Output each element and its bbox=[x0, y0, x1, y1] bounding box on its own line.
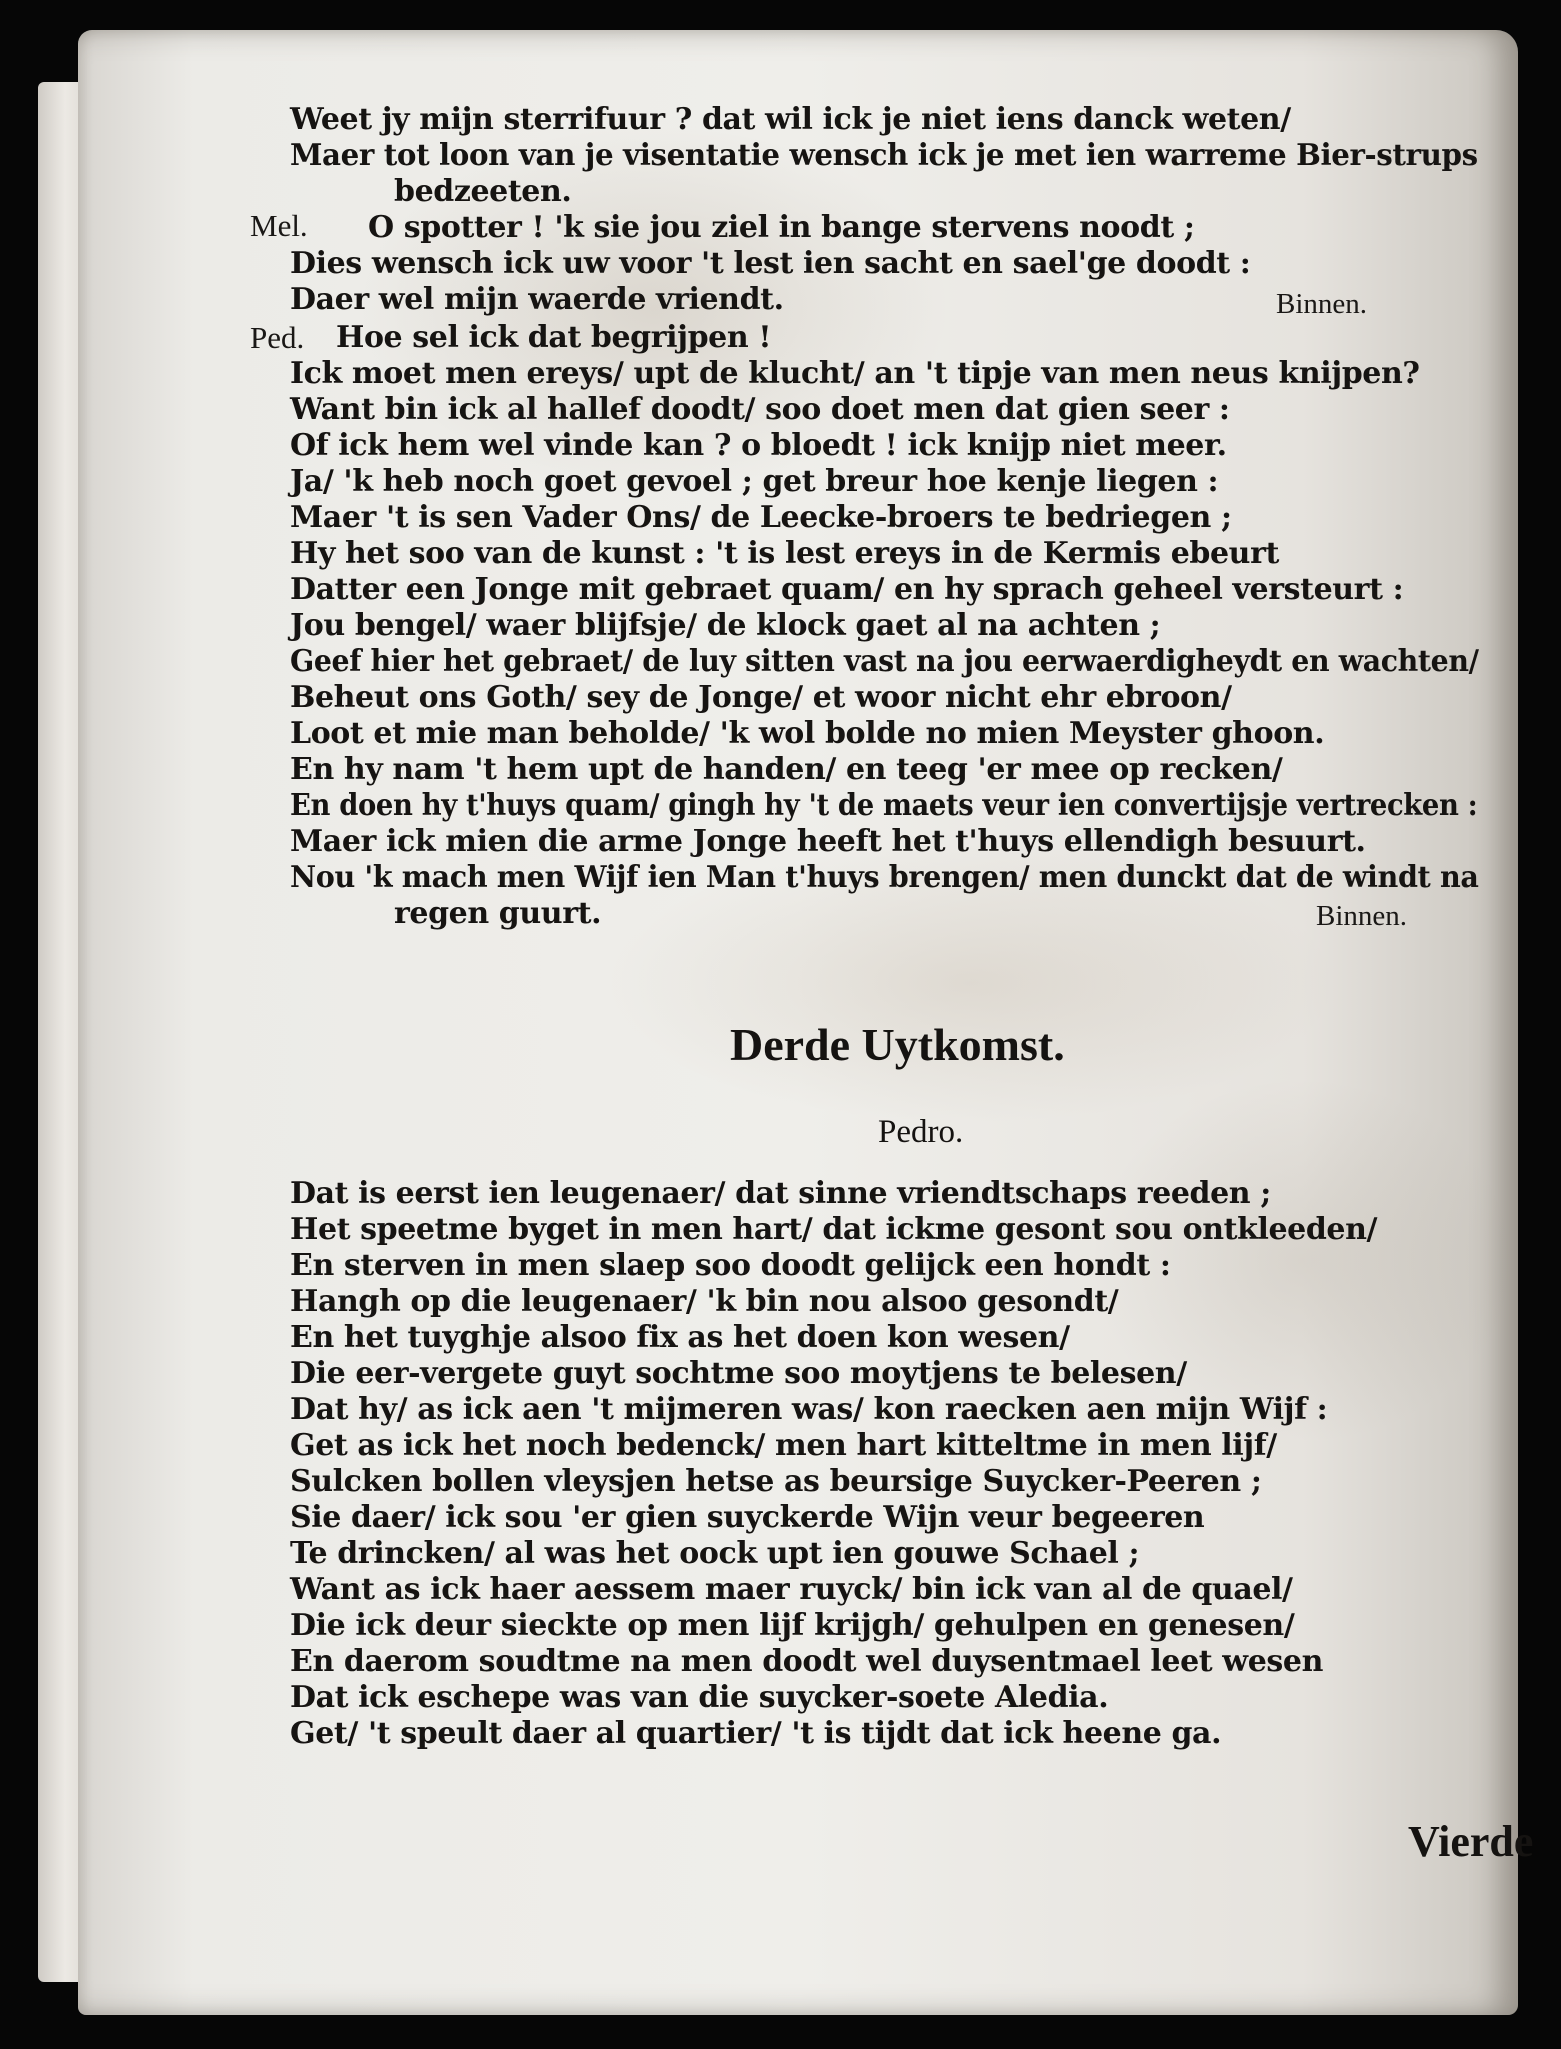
verse-line: Dat is eerst ien leugenaer/ dat sinne vriendtschaps reeden ; bbox=[290, 1176, 1271, 1211]
verse-line: Datter een Jonge mit gebraet quam/ en hy sprach geheel versteurt : bbox=[290, 572, 1404, 607]
speaker-mel: Mel. bbox=[250, 208, 308, 243]
verse-line: Dies wensch ick uw voor 't lest ien sacht en sael'ge doodt : bbox=[290, 246, 1251, 281]
verse-line: Die eer-vergete guyt sochtme soo moytjens te belesen/ bbox=[290, 1356, 1187, 1391]
verse-line: En het tuyghje alsoo fix as het doen kon wesen/ bbox=[290, 1320, 1070, 1355]
verse-line: Sulcken bollen vleysjen hetse as beursige Suycker-Peeren ; bbox=[290, 1464, 1262, 1499]
verse-line: Get as ick het noch bedenck/ men hart kitteltme in men lijf/ bbox=[290, 1428, 1277, 1463]
verse-line: Weet jy mijn sterrifuur ? dat wil ick je niet iens danck weten/ bbox=[290, 102, 1291, 137]
verse-line: Maer 't is sen Vader Ons/ de Leecke-broers te bedriegen ; bbox=[290, 500, 1232, 535]
verse-line: Geef hier het gebraet/ de luy sitten vast na jou eerwaerdigheydt en wachten/ bbox=[290, 644, 1479, 679]
verse-line: Dat ick eschepe was van die suycker-soete Aledia. bbox=[290, 1680, 1109, 1715]
verse-line: Dat hy/ as ick aen 't mijmeren was/ kon raecken aen mijn Wijf : bbox=[290, 1392, 1328, 1427]
verse-line: Hy het soo van de kunst : 't is lest ereys in de Kermis ebeurt bbox=[290, 536, 1279, 571]
catchword: Vierde bbox=[1408, 1817, 1534, 1866]
verse-line: Hangh op die leugenaer/ 'k bin nou alsoo gesondt/ bbox=[290, 1284, 1119, 1319]
verse-line: Want bin ick al hallef doodt/ soo doet men dat gien seer : bbox=[290, 392, 1230, 427]
verse-line: Nou 'k mach men Wijf ien Man t'huys brengen/ men dunckt dat de windt na bbox=[290, 860, 1479, 895]
section-speaker: Pedro. bbox=[878, 1114, 964, 1150]
verse-line: En daerom soudtme na men doodt wel duysentmael leet wesen bbox=[290, 1644, 1324, 1679]
verse-line: Daer wel mijn waerde vriendt. bbox=[290, 282, 784, 317]
verse-line: Beheut ons Goth/ sey de Jonge/ et woor nicht ehr ebroon/ bbox=[290, 680, 1232, 715]
verse-line: Ja/ 'k heb noch goet gevoel ; get breur hoe kenje liegen : bbox=[290, 464, 1219, 499]
verse-line: bedzeeten. bbox=[394, 174, 572, 209]
verse-line: regen guurt. bbox=[394, 896, 602, 931]
speaker-ped: Ped. bbox=[250, 320, 305, 355]
verse-line: Sie daer/ ick sou 'er gien suyckerde Wijn veur begeeren bbox=[290, 1500, 1205, 1535]
verse-line: Maer tot loon van je visentatie wensch ick je met ien warreme Bier-strups bbox=[290, 138, 1478, 173]
verse-line: Get/ 't speult daer al quartier/ 't is tijdt dat ick heene ga. bbox=[290, 1716, 1222, 1751]
verse-line: Hoe sel ick dat begrijpen ! bbox=[336, 320, 772, 355]
verse-line: En doen hy t'huys quam/ gingh hy 't de maets veur ien convertijsje vertrecken : bbox=[290, 788, 1478, 823]
verse-line: Want as ick haer aessem maer ruyck/ bin ick van al de quael/ bbox=[290, 1572, 1293, 1607]
verse-line: En sterven in men slaep soo doodt gelijck een hondt : bbox=[290, 1248, 1171, 1283]
book-page bbox=[78, 30, 1534, 2015]
verse-line: Loot et mie man beholde/ 'k wol bolde no mien Meyster ghoon. bbox=[290, 716, 1325, 751]
verse-line: Die ick deur sieckte op men lijf krijgh/ gehulpen en genesen/ bbox=[290, 1608, 1295, 1643]
verse-line: O spotter ! 'k sie jou ziel in bange stervens noodt ; bbox=[368, 210, 1195, 245]
verse-line: Jou bengel/ waer blijfsje/ de klock gaet al na achten ; bbox=[290, 608, 1161, 643]
verse-line: Ick moet men ereys/ upt de klucht/ an 't tipje van men neus knijpen? bbox=[290, 356, 1420, 391]
stage-direction: Binnen. bbox=[1276, 288, 1368, 320]
verse-line: Of ick hem wel vinde kan ? o bloedt ! ick knijp niet meer. bbox=[290, 428, 1227, 463]
verse-line: Te drincken/ al was het oock upt ien gouwe Schael ; bbox=[290, 1536, 1140, 1571]
stage-direction: Binnen. bbox=[1316, 900, 1408, 932]
verse-line: Het speetme byget in men hart/ dat ickme gesont sou ontkleeden/ bbox=[290, 1212, 1378, 1247]
verse-line: Maer ick mien die arme Jonge heeft het t'huys ellendigh besuurt. bbox=[290, 824, 1366, 859]
section-heading: Derde Uytkomst. bbox=[730, 1019, 1065, 1070]
verse-line: En hy nam 't hem upt de handen/ en teeg 'er mee op recken/ bbox=[290, 752, 1283, 787]
